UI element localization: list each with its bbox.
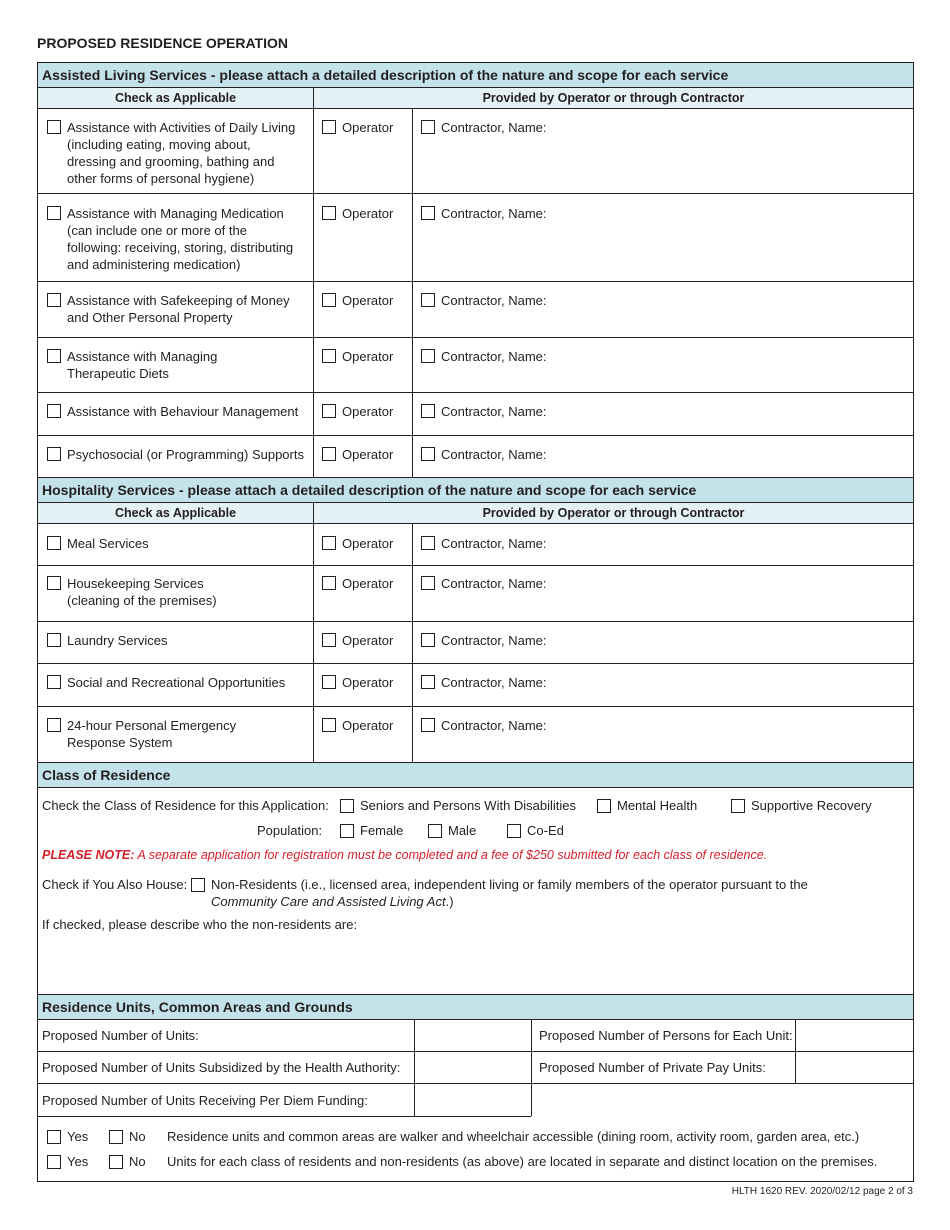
service-row-daily-living <box>47 119 295 187</box>
q1-yes-checkbox[interactable] <box>47 1130 61 1144</box>
service-checkbox[interactable] <box>47 536 61 550</box>
operator-option <box>322 348 393 365</box>
operator-option <box>322 292 393 309</box>
no-label: No <box>129 1129 146 1144</box>
operator-label: Operator <box>342 536 394 551</box>
contractor-label: Contractor, Name: <box>441 633 547 648</box>
operator-checkbox[interactable] <box>322 447 336 461</box>
service-label: Assistance with Managing Medication (can include one or more of the following: receiving, storing, distributing and administering medication) <box>67 206 294 272</box>
class-option-mental-health <box>597 798 697 813</box>
service-checkbox[interactable] <box>47 633 61 647</box>
hospitality-provided-col-header: Provided by Operator or through Contractor <box>314 503 913 523</box>
service-label: Meal Services <box>67 536 149 551</box>
operator-checkbox[interactable] <box>322 293 336 307</box>
population-option-label: Female <box>360 823 404 838</box>
class-option-label: Supportive Recovery <box>751 798 872 813</box>
yes-label: Yes <box>67 1154 89 1169</box>
service-checkbox[interactable] <box>47 718 61 732</box>
operator-option <box>322 403 393 420</box>
assisted-provided-col-header: Provided by Operator or through Contractor <box>314 88 913 108</box>
q1-yes-option <box>47 1129 88 1144</box>
operator-option <box>322 535 393 552</box>
operator-option <box>322 674 393 691</box>
contractor-label: Contractor, Name: <box>441 120 547 135</box>
population-option-label: Co-Ed <box>527 823 564 838</box>
describe-label: If checked, please describe who the non-residents are: <box>42 917 358 932</box>
question-separate-units: Units for each class of residents and non-residents (as above) are located in separate and distinct location on the premises. <box>167 1154 878 1169</box>
no-label: No <box>129 1154 146 1169</box>
service-row-laundry <box>47 632 167 649</box>
q2-yes-option <box>47 1154 88 1169</box>
q2-no-checkbox[interactable] <box>109 1155 123 1169</box>
service-label: Social and Recreational Opportunities <box>67 675 286 690</box>
contractor-option <box>421 348 547 365</box>
population-checkbox[interactable] <box>428 824 442 838</box>
contractor-checkbox[interactable] <box>421 576 435 590</box>
population-checkbox[interactable] <box>340 824 354 838</box>
operator-checkbox[interactable] <box>322 206 336 220</box>
service-row-psychosocial <box>47 446 304 463</box>
population-label: Population: <box>257 823 323 838</box>
subsidized-input[interactable] <box>415 1052 531 1083</box>
service-checkbox[interactable] <box>47 120 61 134</box>
class-checkbox[interactable] <box>731 799 745 813</box>
non-residents-checkbox[interactable] <box>191 878 205 892</box>
service-row-emergency <box>47 717 236 751</box>
yes-label: Yes <box>67 1129 89 1144</box>
hospitality-header: Hospitality Services - please attach a detailed description of the nature and scope for each service <box>38 478 913 502</box>
contractor-checkbox[interactable] <box>421 206 435 220</box>
contractor-label: Contractor, Name: <box>441 349 547 364</box>
contractor-checkbox[interactable] <box>421 447 435 461</box>
operator-label: Operator <box>342 206 394 221</box>
contractor-checkbox[interactable] <box>421 293 435 307</box>
service-row-behaviour <box>47 403 298 420</box>
service-label: Assistance with Managing Therapeutic Diets <box>67 349 218 381</box>
contractor-option <box>421 205 547 222</box>
q2-yes-checkbox[interactable] <box>47 1155 61 1169</box>
contractor-checkbox[interactable] <box>421 349 435 363</box>
operator-option <box>322 717 393 734</box>
contractor-checkbox[interactable] <box>421 633 435 647</box>
population-option-male <box>428 823 476 838</box>
contractor-checkbox[interactable] <box>421 536 435 550</box>
service-label: Assistance with Behaviour Management <box>67 404 299 419</box>
population-option-female <box>340 823 403 838</box>
operator-label: Operator <box>342 447 394 462</box>
persons-per-unit-input[interactable] <box>796 1020 913 1051</box>
operator-option <box>322 205 393 222</box>
operator-label: Operator <box>342 576 394 591</box>
contractor-label: Contractor, Name: <box>441 293 547 308</box>
operator-option <box>322 119 393 136</box>
fee-note-text: A separate application for registration must be completed and a fee of $250 submitted for each class of residence. <box>134 848 768 862</box>
subsidized-label: Proposed Number of Units Subsidized by the Health Authority: <box>42 1060 401 1075</box>
operator-checkbox[interactable] <box>322 576 336 590</box>
contractor-option <box>421 403 547 420</box>
class-option-supportive-recovery <box>731 798 872 813</box>
contractor-option <box>421 446 547 463</box>
question-accessible: Residence units and common areas are walker and wheelchair accessible (dining room, activity room, garden area, etc.) <box>167 1129 860 1144</box>
operator-checkbox[interactable] <box>322 404 336 418</box>
contractor-checkbox[interactable] <box>421 675 435 689</box>
service-label: 24-hour Personal Emergency Response System <box>67 718 237 750</box>
contractor-option <box>421 632 547 649</box>
operator-label: Operator <box>342 349 394 364</box>
service-row-housekeeping <box>47 575 217 609</box>
units-header: Residence Units, Common Areas and Grounds <box>38 995 913 1019</box>
operator-label: Operator <box>342 293 394 308</box>
operator-option <box>322 575 393 592</box>
service-row-social <box>47 674 285 691</box>
private-pay-label: Proposed Number of Private Pay Units: <box>539 1060 766 1075</box>
service-label: Assistance with Activities of Daily Living (including eating, moving about, dressing and grooming, bathing and other forms of personal hygiene) <box>67 120 296 186</box>
contractor-option <box>421 674 547 691</box>
operator-label: Operator <box>342 718 394 733</box>
service-label: Psychosocial (or Programming) Supports <box>67 447 304 462</box>
q1-no-option <box>109 1129 146 1144</box>
contractor-option <box>421 717 547 734</box>
act-name: Community Care and Assisted Living Act <box>211 894 446 909</box>
contractor-label: Contractor, Name: <box>441 536 547 551</box>
private-pay-input[interactable] <box>796 1052 913 1083</box>
fee-note <box>42 848 767 862</box>
population-checkbox[interactable] <box>507 824 521 838</box>
service-row-medication <box>47 205 293 273</box>
num-units-input[interactable] <box>415 1020 531 1051</box>
operator-label: Operator <box>342 404 394 419</box>
contractor-label: Contractor, Name: <box>441 447 547 462</box>
non-residents-label: Non-Residents (i.e., licensed area, independent living or family members of the operator pursuant to the <box>211 877 808 892</box>
contractor-label: Contractor, Name: <box>441 206 547 221</box>
class-option-seniors <box>340 798 576 813</box>
class-checkbox[interactable] <box>597 799 611 813</box>
operator-checkbox[interactable] <box>322 633 336 647</box>
service-checkbox[interactable] <box>47 293 61 307</box>
contractor-checkbox[interactable] <box>421 718 435 732</box>
operator-checkbox[interactable] <box>322 120 336 134</box>
service-row-diets <box>47 348 217 382</box>
service-label: Laundry Services <box>67 633 168 648</box>
contractor-label: Contractor, Name: <box>441 675 547 690</box>
form-footer: HLTH 1620 REV. 2020/02/12 page 2 of 3 <box>731 1186 913 1197</box>
contractor-option <box>421 535 547 552</box>
act-reference <box>211 893 454 910</box>
non-residents-option <box>191 877 808 892</box>
operator-label: Operator <box>342 675 394 690</box>
contractor-option <box>421 292 547 309</box>
class-check-label: Check the Class of Residence for this Application: <box>42 798 329 813</box>
q1-no-checkbox[interactable] <box>109 1130 123 1144</box>
service-checkbox[interactable] <box>47 447 61 461</box>
service-row-meal <box>47 535 149 552</box>
class-option-label: Seniors and Persons With Disabilities <box>360 798 577 813</box>
contractor-label: Contractor, Name: <box>441 576 547 591</box>
operator-label: Operator <box>342 120 394 135</box>
operator-label: Operator <box>342 633 394 648</box>
class-checkbox[interactable] <box>340 799 354 813</box>
assisted-check-col-header: Check as Applicable <box>38 88 313 108</box>
operator-checkbox[interactable] <box>322 718 336 732</box>
service-checkbox[interactable] <box>47 404 61 418</box>
service-checkbox[interactable] <box>47 349 61 363</box>
operator-checkbox[interactable] <box>322 675 336 689</box>
per-diem-label: Proposed Number of Units Receiving Per Diem Funding: <box>42 1093 368 1108</box>
class-option-label: Mental Health <box>617 798 698 813</box>
class-of-residence-header: Class of Residence <box>38 763 913 787</box>
service-row-money <box>47 292 290 326</box>
contractor-label: Contractor, Name: <box>441 404 547 419</box>
service-checkbox[interactable] <box>47 206 61 220</box>
service-label: Assistance with Safekeeping of Money and Other Personal Property <box>67 293 290 325</box>
assisted-living-header: Assisted Living Services - please attach a detailed description of the nature and scope for each service <box>38 63 913 87</box>
contractor-label: Contractor, Name: <box>441 718 547 733</box>
operator-checkbox[interactable] <box>322 349 336 363</box>
operator-option <box>322 446 393 463</box>
population-option-label: Male <box>448 823 477 838</box>
fee-note-prefix: PLEASE NOTE: <box>42 848 135 862</box>
persons-per-unit-label: Proposed Number of Persons for Each Unit: <box>539 1028 793 1043</box>
contractor-option <box>421 119 547 136</box>
service-label: Housekeeping Services (cleaning of the premises) <box>67 576 217 608</box>
page-title: PROPOSED RESIDENCE OPERATION <box>37 35 289 51</box>
contractor-checkbox[interactable] <box>421 404 435 418</box>
contractor-option <box>421 575 547 592</box>
operator-option <box>322 632 393 649</box>
operator-checkbox[interactable] <box>322 536 336 550</box>
act-suffix: .) <box>445 894 454 909</box>
service-checkbox[interactable] <box>47 675 61 689</box>
q2-no-option <box>109 1154 146 1169</box>
population-option-coed <box>507 823 564 838</box>
per-diem-input[interactable] <box>415 1084 531 1116</box>
also-house-label: Check if You Also House: <box>42 877 188 892</box>
contractor-checkbox[interactable] <box>421 120 435 134</box>
service-checkbox[interactable] <box>47 576 61 590</box>
num-units-label: Proposed Number of Units: <box>42 1028 199 1043</box>
hospitality-check-col-header: Check as Applicable <box>38 503 313 523</box>
